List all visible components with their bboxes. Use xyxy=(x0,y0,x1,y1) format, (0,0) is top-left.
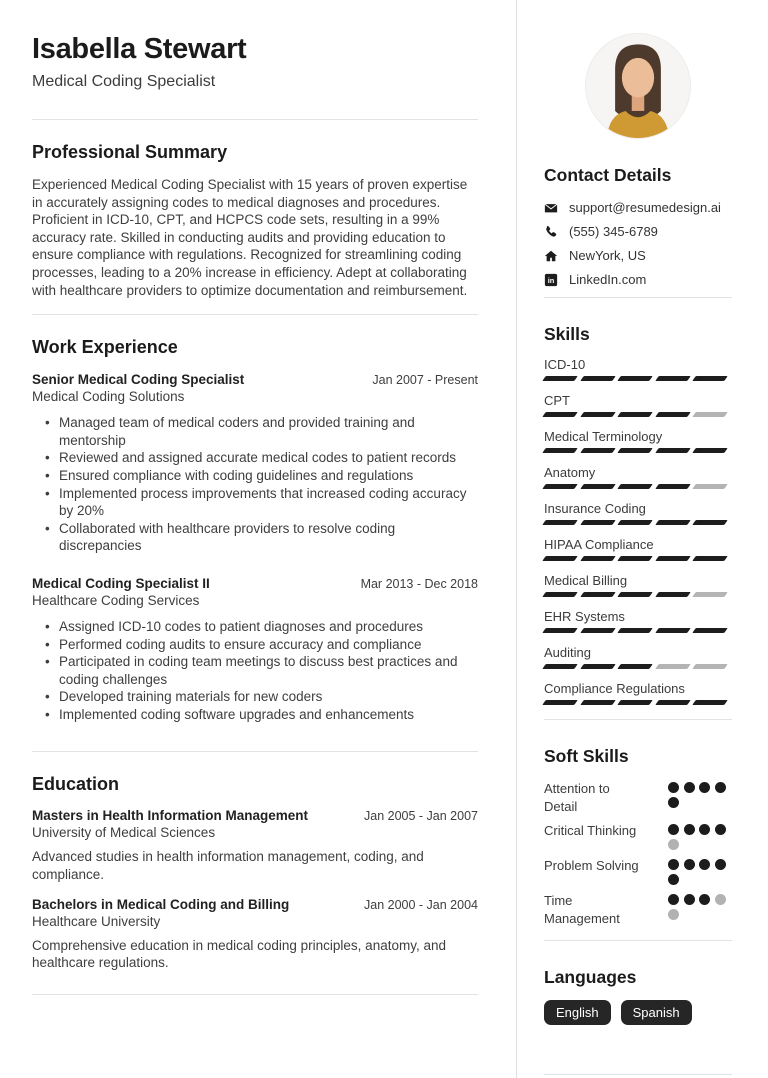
degree-school: University of Medical Sciences xyxy=(32,825,216,841)
skill-name: Medical Terminology xyxy=(544,429,663,444)
home-icon xyxy=(544,249,558,263)
skill-name: CPT xyxy=(544,393,570,408)
job-bullet: • Implemented coding software upgrades and enhancements xyxy=(59,706,478,724)
soft-skill-name: Time Management xyxy=(544,893,620,926)
job-company: Medical Coding Solutions xyxy=(32,389,185,405)
job-dates: Jan 2007 - Present xyxy=(372,373,478,388)
job-bullet: • Participated in coding team meetings to discuss best practices and coding challenges xyxy=(59,653,478,688)
degree-dates: Jan 2000 - Jan 2004 xyxy=(364,897,478,912)
job-bullet: • Developed training materials for new coders xyxy=(59,688,478,706)
job-title: Senior Medical Coding Specialist xyxy=(32,372,245,388)
person-job-title: Medical Coding Specialist xyxy=(32,73,216,90)
soft-skill-name: Problem Solving xyxy=(544,858,639,873)
skill-level-bar xyxy=(544,700,732,705)
contact-item-email xyxy=(544,200,732,215)
skill-level-bar xyxy=(544,592,732,597)
contact-email[interactable]: support@resumedesign.ai xyxy=(569,200,721,215)
job-bullet: • Managed team of medical coders and provided training and mentorship xyxy=(59,414,478,449)
contact-item-location xyxy=(544,248,732,263)
degree-entry xyxy=(32,808,478,883)
contact-item-phone xyxy=(544,224,732,239)
svg-text:in: in xyxy=(547,275,555,285)
degree-title: Bachelors in Medical Coding and Billing xyxy=(32,896,290,912)
job-bullet-list xyxy=(32,414,478,555)
person-name: Isabella Stewart xyxy=(32,33,247,65)
section-divider xyxy=(544,719,732,720)
skill-level-bar xyxy=(544,412,732,417)
soft-skill-item xyxy=(544,892,732,927)
languages-list xyxy=(544,1000,732,1025)
skill-level-bar xyxy=(544,664,732,669)
education-section xyxy=(32,774,478,971)
section-divider xyxy=(544,940,732,941)
degree-school: Healthcare University xyxy=(32,913,161,929)
contact-location: NewYork, US xyxy=(569,248,646,263)
skill-item xyxy=(544,357,732,381)
soft-skill-dots xyxy=(668,857,730,885)
summary-section xyxy=(32,142,478,299)
skill-item xyxy=(544,537,732,561)
skill-item xyxy=(544,393,732,417)
section-divider xyxy=(544,297,732,298)
contact-item-linkedin xyxy=(544,272,732,287)
soft-skills-heading: Soft Skills xyxy=(544,746,629,766)
skill-name: Compliance Regulations xyxy=(544,681,685,696)
profile-photo xyxy=(585,33,691,139)
section-divider xyxy=(32,994,478,995)
experience-heading: Work Experience xyxy=(32,337,178,358)
sidebar xyxy=(516,0,768,1078)
skill-level-bar xyxy=(544,376,732,381)
contact-list xyxy=(544,200,732,287)
skill-name: Anatomy xyxy=(544,465,596,480)
degree-description: Advanced studies in health information management, coding, and compliance. xyxy=(32,849,424,883)
skill-name: ICD-10 xyxy=(544,357,586,372)
soft-skill-dots xyxy=(668,892,730,927)
job-entry xyxy=(32,372,478,555)
resume-header xyxy=(32,33,478,91)
avatar-illustration xyxy=(586,34,690,138)
skill-item xyxy=(544,501,732,525)
degree-entry xyxy=(32,897,478,972)
degree-title: Masters in Health Information Management xyxy=(32,808,309,824)
languages-heading: Languages xyxy=(544,967,637,987)
linkedin-icon xyxy=(544,273,558,287)
skill-name: Medical Billing xyxy=(544,573,628,588)
job-dates: Mar 2013 - Dec 2018 xyxy=(360,576,478,591)
soft-skill-item xyxy=(544,780,732,815)
skills-list xyxy=(544,357,732,705)
job-header xyxy=(32,372,478,387)
contact-phone[interactable]: (555) 345-6789 xyxy=(569,224,658,239)
soft-skill-dots xyxy=(668,822,730,850)
skill-level-bar xyxy=(544,448,732,453)
contact-linkedin[interactable]: LinkedIn.com xyxy=(569,272,647,287)
skill-name: Auditing xyxy=(544,645,591,660)
job-company: Healthcare Coding Services xyxy=(32,592,200,608)
job-title: Medical Coding Specialist II xyxy=(32,575,210,591)
phone-icon xyxy=(544,225,558,239)
skill-name: Insurance Coding xyxy=(544,501,646,516)
language-badge: Spanish xyxy=(621,1000,692,1025)
section-divider xyxy=(32,751,478,752)
skill-name: EHR Systems xyxy=(544,609,625,624)
summary-text: Experienced Medical Coding Specialist with 15 years of proven expertise in accurately assigning codes to medical diagnoses and procedures. Proficient in ICD-10, CPT, and HCPCS code sets, resulting in a 99% accuracy rate. Skilled in conducting audits and providing education to ensure compliance with regulations. Recognized for streamlining coding processes, leading to a 20% increase in efficiency. Adept at collaborating with healthcare providers to optimize documentation and reimbursement. xyxy=(32,177,468,298)
job-entry xyxy=(32,576,478,724)
job-header xyxy=(32,576,478,591)
section-divider xyxy=(544,1074,732,1075)
job-bullet: • Collaborated with healthcare providers to resolve coding discrepancies xyxy=(59,520,478,555)
contact-heading: Contact Details xyxy=(544,165,672,185)
soft-skill-name: Critical Thinking xyxy=(544,823,637,838)
soft-skill-name: Attention to Detail xyxy=(544,781,610,814)
experience-section xyxy=(32,337,478,723)
summary-heading: Professional Summary xyxy=(32,142,228,162)
job-bullet: • Reviewed and assigned accurate medical codes to patient records xyxy=(59,449,478,467)
skills-heading: Skills xyxy=(544,324,590,344)
skill-item xyxy=(544,645,732,669)
skill-item xyxy=(544,573,732,597)
soft-skill-item xyxy=(544,857,732,885)
skill-level-bar xyxy=(544,628,732,633)
section-divider xyxy=(32,314,478,315)
skill-name: HIPAA Compliance xyxy=(544,537,654,552)
soft-skill-dots xyxy=(668,780,730,815)
email-icon xyxy=(544,201,558,215)
skill-level-bar xyxy=(544,556,732,561)
section-divider xyxy=(32,119,478,120)
soft-skill-item xyxy=(544,822,732,850)
skill-level-bar xyxy=(544,520,732,525)
job-bullet-list xyxy=(32,618,478,724)
job-bullet: • Ensured compliance with coding guidelines and regulations xyxy=(59,467,478,485)
skill-item xyxy=(544,429,732,453)
degree-header xyxy=(32,808,478,823)
education-heading: Education xyxy=(32,774,120,795)
degree-header xyxy=(32,897,478,912)
skill-item xyxy=(544,465,732,489)
language-badge: English xyxy=(544,1000,611,1025)
skill-level-bar xyxy=(544,484,732,489)
job-bullet: • Assigned ICD-10 codes to patient diagnoses and procedures xyxy=(59,618,478,636)
degree-dates: Jan 2005 - Jan 2007 xyxy=(364,809,478,824)
skill-item xyxy=(544,609,732,633)
soft-skills-list xyxy=(544,780,732,927)
skill-item xyxy=(544,681,732,705)
job-bullet: • Implemented process improvements that increased coding accuracy by 20% xyxy=(59,485,478,520)
degree-description: Comprehensive education in medical coding principles, anatomy, and healthcare regulations. xyxy=(32,937,446,971)
job-bullet: • Performed coding audits to ensure accuracy and compliance xyxy=(59,636,478,654)
